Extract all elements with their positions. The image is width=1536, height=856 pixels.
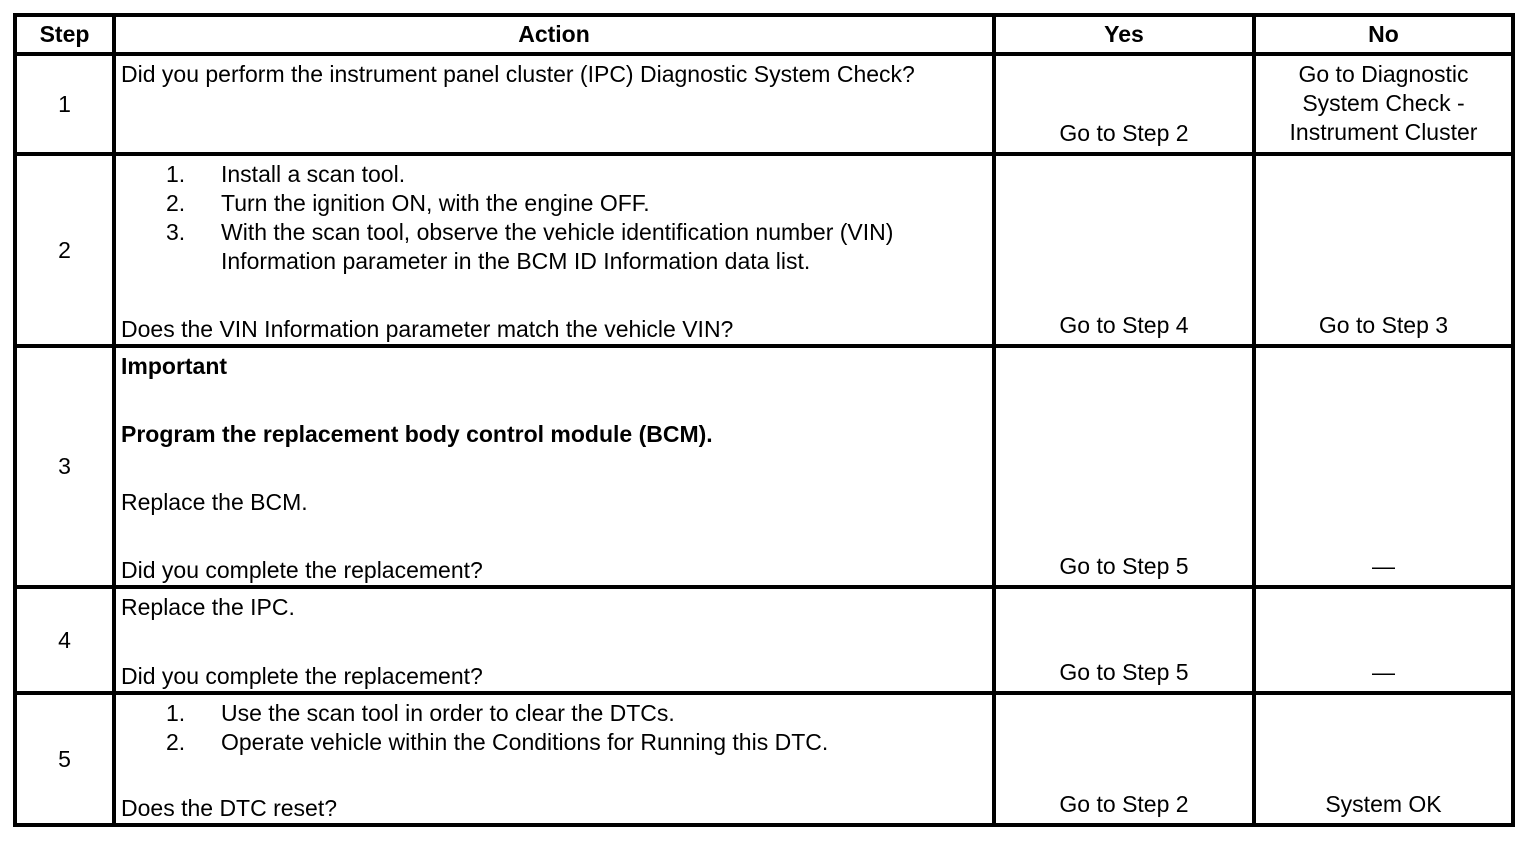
action-question: Did you perform the instrument panel cluster (IPC) Diagnostic System Check? bbox=[121, 61, 915, 87]
header-action: Action bbox=[114, 15, 994, 54]
list-text: With the scan tool, observe the vehicle identification number (VIN) Information parameter in the BCM ID Information data list. bbox=[221, 219, 894, 274]
table-row bbox=[15, 693, 1513, 825]
diagnostic-table bbox=[13, 13, 1515, 827]
list-text: Install a scan tool. bbox=[221, 161, 406, 187]
list-text: Operate vehicle within the Conditions for Running this DTC. bbox=[221, 729, 829, 755]
list-number: 3. bbox=[166, 219, 186, 245]
step-number: 2 bbox=[15, 154, 114, 346]
header-row bbox=[15, 15, 1513, 54]
table-row bbox=[15, 587, 1513, 693]
list-item bbox=[121, 728, 986, 757]
header-no: No bbox=[1254, 15, 1513, 54]
important-note: Program the replacement body control module (BCM). bbox=[121, 421, 713, 447]
action-cell bbox=[114, 693, 994, 825]
action-steps-list bbox=[121, 160, 986, 276]
list-number: 2. bbox=[166, 729, 186, 755]
action-instruction: Replace the IPC. bbox=[121, 594, 295, 620]
table-row bbox=[15, 346, 1513, 587]
important-heading: Important bbox=[121, 353, 228, 379]
action-cell bbox=[114, 154, 994, 346]
table-row bbox=[15, 54, 1513, 154]
step-number: 3 bbox=[15, 346, 114, 587]
no-cell: Go to Step 3 bbox=[1254, 154, 1513, 346]
action-cell bbox=[114, 54, 994, 154]
yes-cell: Go to Step 5 bbox=[994, 587, 1254, 693]
list-item bbox=[121, 218, 986, 276]
header-step: Step bbox=[15, 15, 114, 54]
list-item bbox=[121, 699, 986, 728]
action-question: Does the DTC reset? bbox=[121, 795, 338, 821]
action-cell bbox=[114, 587, 994, 693]
action-cell bbox=[114, 346, 994, 587]
yes-cell: Go to Step 4 bbox=[994, 154, 1254, 346]
action-question: Did you complete the replacement? bbox=[121, 557, 483, 583]
list-text: Turn the ignition ON, with the engine OFF. bbox=[221, 190, 650, 216]
yes-cell: Go to Step 2 bbox=[994, 693, 1254, 825]
yes-cell: Go to Step 5 bbox=[994, 346, 1254, 587]
no-cell: System OK bbox=[1254, 693, 1513, 825]
action-steps-list bbox=[121, 699, 986, 757]
step-number: 4 bbox=[15, 587, 114, 693]
action-question: Did you complete the replacement? bbox=[121, 663, 483, 689]
action-instruction: Replace the BCM. bbox=[121, 489, 308, 515]
step-number: 5 bbox=[15, 693, 114, 825]
list-text: Use the scan tool in order to clear the DTCs. bbox=[221, 700, 675, 726]
list-number: 1. bbox=[166, 700, 186, 726]
diagnostic-table-container bbox=[13, 13, 1515, 827]
list-number: 2. bbox=[166, 190, 186, 216]
no-cell: Go to Diagnostic System Check - Instrument Cluster bbox=[1254, 54, 1513, 154]
list-number: 1. bbox=[166, 161, 186, 187]
table-row bbox=[15, 154, 1513, 346]
list-item bbox=[121, 189, 986, 218]
no-cell: — bbox=[1254, 346, 1513, 587]
action-question: Does the VIN Information parameter match the vehicle VIN? bbox=[121, 316, 734, 342]
list-item bbox=[121, 160, 986, 189]
step-number: 1 bbox=[15, 54, 114, 154]
header-yes: Yes bbox=[994, 15, 1254, 54]
yes-cell: Go to Step 2 bbox=[994, 54, 1254, 154]
no-cell: — bbox=[1254, 587, 1513, 693]
